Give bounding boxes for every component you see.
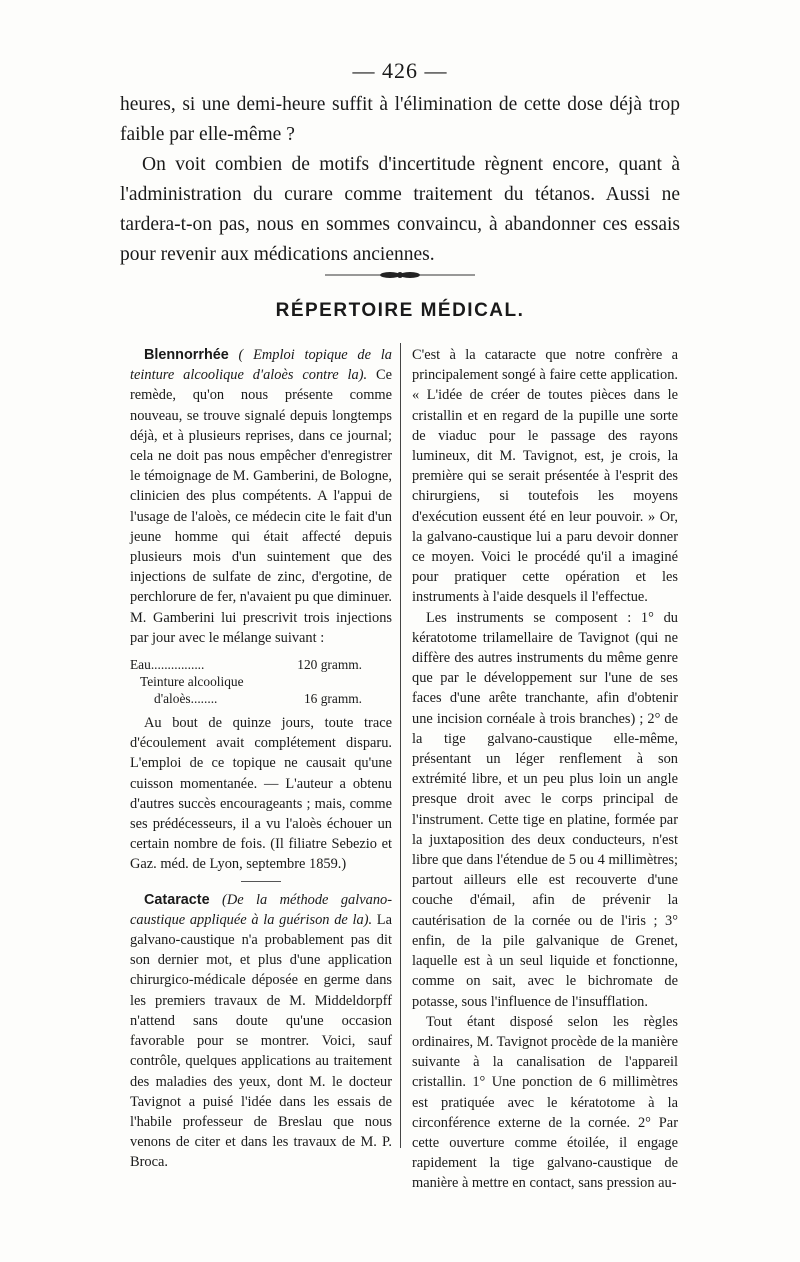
ornament-divider-icon bbox=[325, 268, 475, 282]
right-paragraph-1: C'est à la cataracte que notre confrère a principalement songé à faire cette application. « L'idée de créer de toutes pièces dans le cristallin et en regard de la pupille une sorte de viaduc pour le passage des rayons lumineux, dit M. Tavignot, est, je crois, la première qui se serait présentée à l'esprit des chirurgiens, si toutefois les moyens d'exécution eussent été en leur pouvoir. » Or, la galvano-caustique lui a paru devoir donner ce moyen. Voici le procédé qu'il a imaginé pour pratiquer cette opération et les instruments à l'aide desquels il l'effectue. bbox=[412, 347, 678, 606]
recipe-quantity: 120 gramm. bbox=[297, 657, 362, 673]
intro-paragraph-2: On voit combien de motifs d'incertitude règnent encore, quant à l'administration du curare comme traitement du tétanos. Aussi ne tardera-t-on pas, nous en sommes convaincu, à abandonner ces essais pour revenir aux médications anciennes. bbox=[120, 154, 680, 265]
entry-blennorrhee bbox=[130, 345, 392, 648]
entry-body: Ce remède, qu'on nous présente comme nouveau, se trouve signalé depuis longtemps déjà, et à plusieurs reprises, dans ce journal; cela ne doit pas nous empêcher d'enregistrer le témoignage de M. Gamberini, de Bologne, clinicien des plus compétents. A l'appui de l'usage de l'aloès, ce médecin cite le fait d'un jeune homme qui était affecté depuis plusieurs mois d'un suintement que des injections de sulfate de zinc, d'ergotine, de perchlorure de fer, n'avaient pu que diminuer. M. Gamberini lui prescrivit trois injections par jour avec le mélange suivant : bbox=[130, 367, 392, 646]
entry-subtitle: (De la méthode galvano-caustique appliquée à la guérison de la). bbox=[130, 891, 392, 928]
page-number: — 426 — bbox=[352, 58, 448, 83]
intro-text bbox=[120, 90, 680, 270]
left-column bbox=[130, 345, 392, 1173]
entry-subtitle: ( Emploi topique de la teinture alcoolique d'aloès contre la). bbox=[130, 347, 392, 384]
recipe-ingredient: Teinture alcoolique bbox=[140, 674, 244, 690]
entry-separator bbox=[241, 881, 281, 882]
entry-body: La galvano-caustique n'a probablement pas dit son dernier mot, et plus d'une application chirurgico-médicale déposée en germe dans les premiers travaux de M. Middeldorpff n'attend sans doute qu'une occasion favorable pour se montrer. Voici, sauf contrôle, quelques applications au traitement des maladies des yeux, dont M. le docteur Tavignot a puisé l'idée dans les essais de l'habile professeur de Breslau que nous venons de citer et dans les travaux de M. P. Broca. bbox=[130, 911, 392, 1171]
entry-cataracte bbox=[130, 890, 392, 1173]
recipe-line bbox=[130, 690, 392, 707]
right-paragraph-3: Tout étant disposé selon les règles ordinaires, M. Tavignot procède de la manière suivante à la canalisation de l'appareil cristallin. 1° Une ponction de 6 millimètres est pratiquée avec le kératotome à la circonférence externe de la cornée. 2° Par cette ouverture comme étoilée, il engage rapidement la tige galvano-caustique de manière à mettre en contact, sans pression au- bbox=[412, 1013, 678, 1192]
recipe-line bbox=[130, 673, 392, 690]
section-heading: RÉPERTOIRE MÉDICAL. bbox=[275, 300, 525, 321]
intro-paragraph-1: heures, si une demi-heure suffit à l'élimination de cette dose déjà trop faible par elle-même ? bbox=[120, 94, 680, 145]
entry-term: Cataracte bbox=[144, 891, 210, 908]
recipe-ingredient: Eau................ bbox=[130, 657, 205, 673]
recipe bbox=[130, 656, 392, 707]
recipe-quantity: 16 gramm. bbox=[303, 691, 362, 707]
entry-term: Blennorrhée bbox=[144, 347, 229, 363]
entry-blennorrhee-end: Au bout de quinze jours, toute trace d'écoulement avait complétement disparu. L'emploi de ce topique ne causait qu'une cuisson momentanée. — L'auteur a obtenu d'autres succès encourageants ; mais, comme ses prédécesseurs, il a vu l'aloès échouer un certain nombre de fois. (Il filiatre Sebezio et Gaz. méd. de Lyon, septembre 1859.) bbox=[130, 715, 392, 873]
recipe-ingredient: d'aloès........ bbox=[154, 691, 218, 707]
column-divider bbox=[400, 343, 401, 1148]
right-paragraph-2: Les instruments se composent : 1° du kératotome trilamellaire de Tavignot (qui ne diffère des autres instruments du même genre que par le développement sur l'une de ses faces d'une arête tranchante, afin d'obtenir une incision cornéale à trois branches) ; 2° de la tige galvano-caustique elle-même, présentant un léger renflement à son extrémité libre, et un peu plus loin un angle presque droit avec le corps principal de l'instrument. Cette tige en platine, formée par la juxtaposition des deux conducteurs, n'est libre que dans l'étendue de 5 ou 4 millimètres; partout ailleurs elle est recouverte d'une couche d'émail, afin de prévenir la cautérisation de la cornée ou de l'iris ; 3° enfin, de la pile galvanique de Grenet, laquelle est à un seul liquide et fonctionne, comme on sait, avec le bichromate de potasse, sous l'influence de l'insufflation. bbox=[412, 609, 678, 1010]
right-column bbox=[412, 345, 678, 1194]
recipe-line bbox=[130, 656, 392, 673]
